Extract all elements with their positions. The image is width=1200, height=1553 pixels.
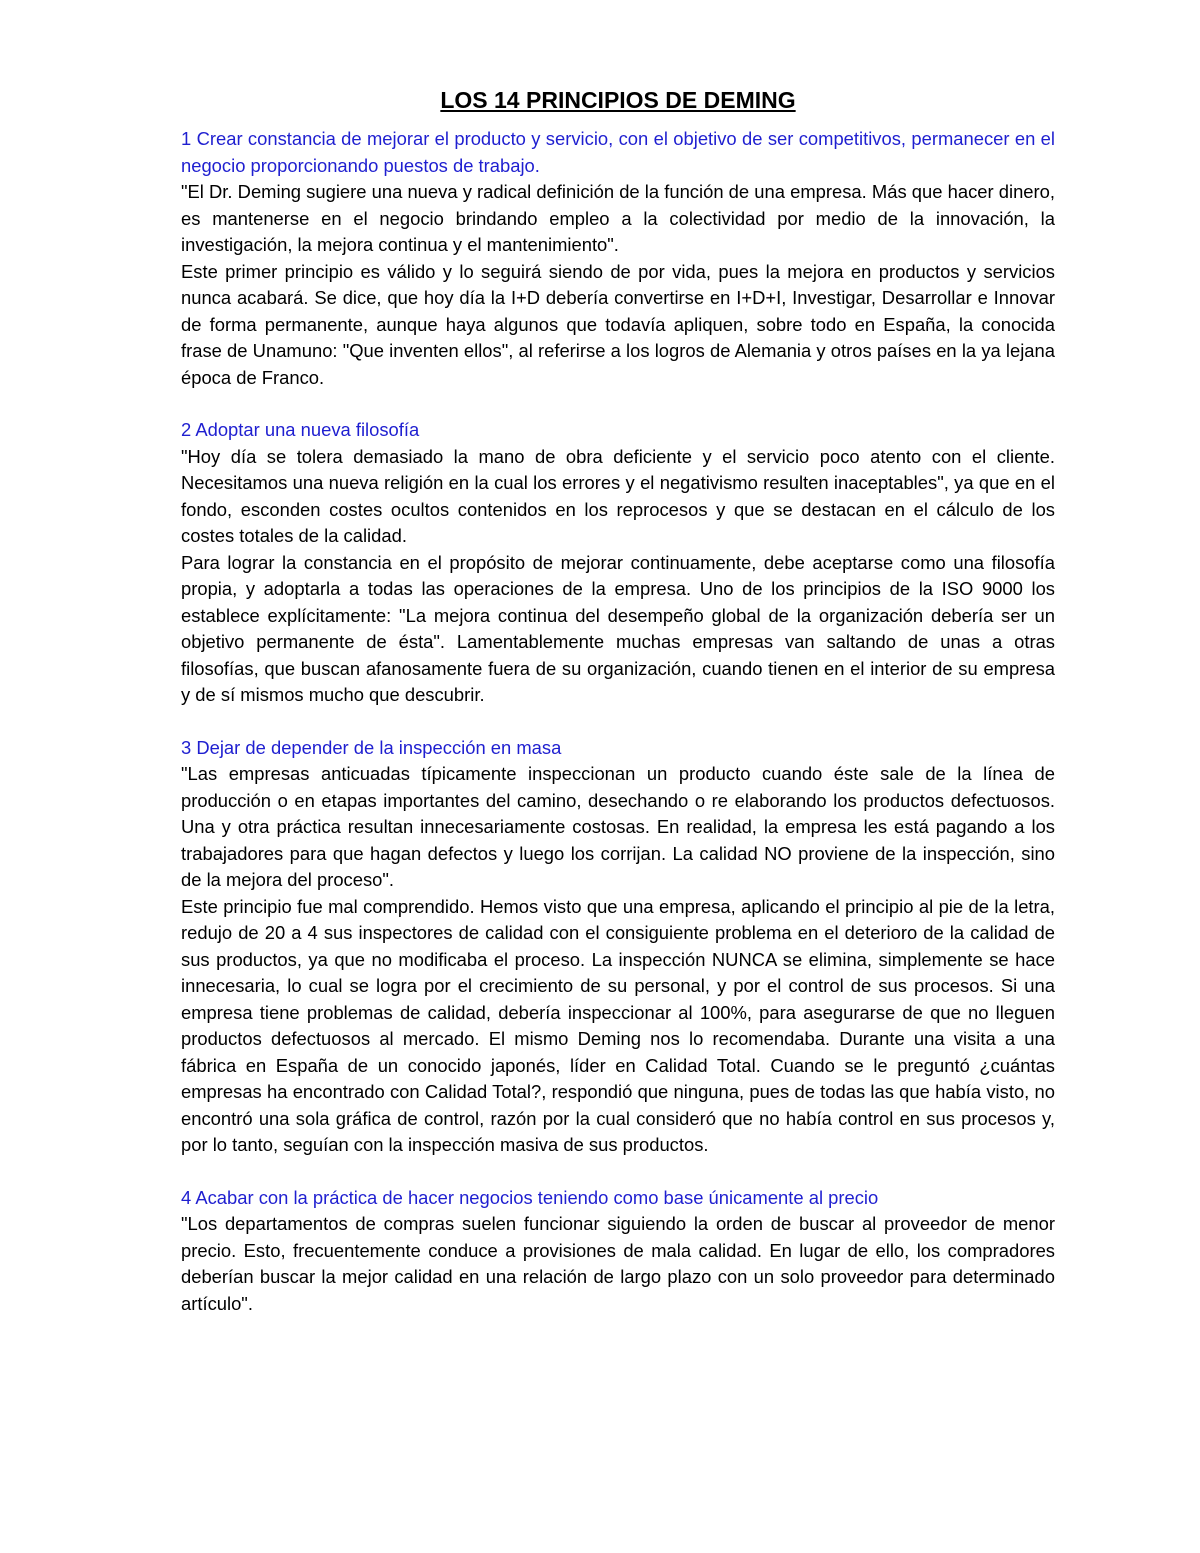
document-page (181, 0, 1055, 1343)
principle-heading-2: 2 Adoptar una nueva filosofía (181, 419, 420, 440)
principle-paragraph: "Los departamentos de compras suelen funcionar siguiendo la orden de buscar al proveedor de menor precio. Esto, frecuentemente conduce a provisiones de mala calidad. En lugar de ello, los compradores deberían buscar la mejor calidad en una relación de largo plazo con un solo proveedor para determinado artículo". (181, 1213, 1055, 1314)
principle-paragraph: "Las empresas anticuadas típicamente inspeccionan un producto cuando éste sale de la línea de producción o en etapas importantes del camino, desechando o re elaborando los productos defectuosos. Una y otra práctica resultan innecesariamente costosas. En realidad, la empresa les está pagando a los trabajadores para que hagan defectos y luego los corrijan. La calidad NO proviene de la inspección, sino de la mejora del proceso". (181, 763, 1055, 890)
principle-section-1 (181, 126, 1055, 391)
principle-heading-4: 4 Acabar con la práctica de hacer negocios teniendo como base únicamente al precio (181, 1186, 879, 1208)
principle-section-2 (181, 417, 1055, 709)
principle-paragraph: "Hoy día se tolera demasiado la mano de obra deficiente y el servicio poco atento con el cliente. Necesitamos una nueva religión en la cual los errores y el negativismo resulten inaceptables", ya que en el fondo, esconden costes ocultos contenidos en los reprocesos y que se destacan en el cálculo de los costes totales de la calidad. (181, 445, 1055, 546)
principle-paragraph: Para lograr la constancia en el propósito de mejorar continuamente, debe aceptarse como una filosofía propia, y adoptarla a todas las operaciones de la empresa. Uno de los principios de la ISO 9000 los establece explícitamente: "La mejora continua del desempeño global de la organización debería ser un objetivo permanente de ésta". Lamentablemente muchas empresas van saltando de unas a otras filosofías, que buscan afanosamente fuera de su organización, cuando tienen en el interior de su empresa y de sí mismos mucho que descubrir. (181, 551, 1055, 705)
principle-paragraph: Este principio fue mal comprendido. Hemos visto que una empresa, aplicando el principio al pie de la letra, redujo de 20 a 4 sus inspectores de calidad con el consiguiente problema en el deterioro de la calidad de sus productos, ya que no modificaba el proceso. La inspección NUNCA se elimina, simplemente se hace innecesaria, lo cual se logra por el crecimiento de su personal, y por el control de sus procesos. Si una empresa tiene problemas de calidad, debería inspeccionar al 100%, para asegurarse de que no lleguen productos defectuosos al mercado. El mismo Deming nos lo recomendaba. Durante una visita a una fábrica en España de un conocido japonés, líder en Calidad Total. Cuando se le preguntó ¿cuántas empresas ha encontrado con Calidad Total?, respondió que ninguna, pues de todas las que había visto, no encontró una sola gráfica de control, razón por la cual consideró que no había control en sus procesos y, por lo tanto, seguían con la inspección masiva de sus productos. (181, 895, 1055, 1155)
principle-paragraph: "El Dr. Deming sugiere una nueva y radical definición de la función de una empresa. Más que hacer dinero, es mantenerse en el negocio brindando empleo a la colectividad por medio de la innovación, la investigación, la mejora continua y el mantenimiento". (181, 181, 1055, 255)
principle-heading-1: 1 Crear constancia de mejorar el producto y servicio, con el objetivo de ser competitivos, permanecer en el negocio proporcionando puestos de trabajo. (181, 128, 1055, 176)
principle-heading-3: 3 Dejar de depender de la inspección en masa (181, 736, 562, 758)
principle-paragraph: Este primer principio es válido y lo seguirá siendo de por vida, pues la mejora en productos y servicios nunca acabará. Se dice, que hoy día la I+D debería convertirse en I+D+I, Investigar, Desarrollar e Innovar de forma permanente, aunque haya algunos que todavía apliquen, sobre todo en España, la conocida frase de Unamuno: "Que inventen ellos", al referirse a los logros de Alemania y otros países en la ya lejana época de Franco. (181, 260, 1055, 388)
principle-section-4 (181, 1185, 1055, 1318)
principle-section-3 (181, 735, 1055, 1159)
document-title: LOS 14 PRINCIPIOS DE DEMING (440, 87, 796, 113)
